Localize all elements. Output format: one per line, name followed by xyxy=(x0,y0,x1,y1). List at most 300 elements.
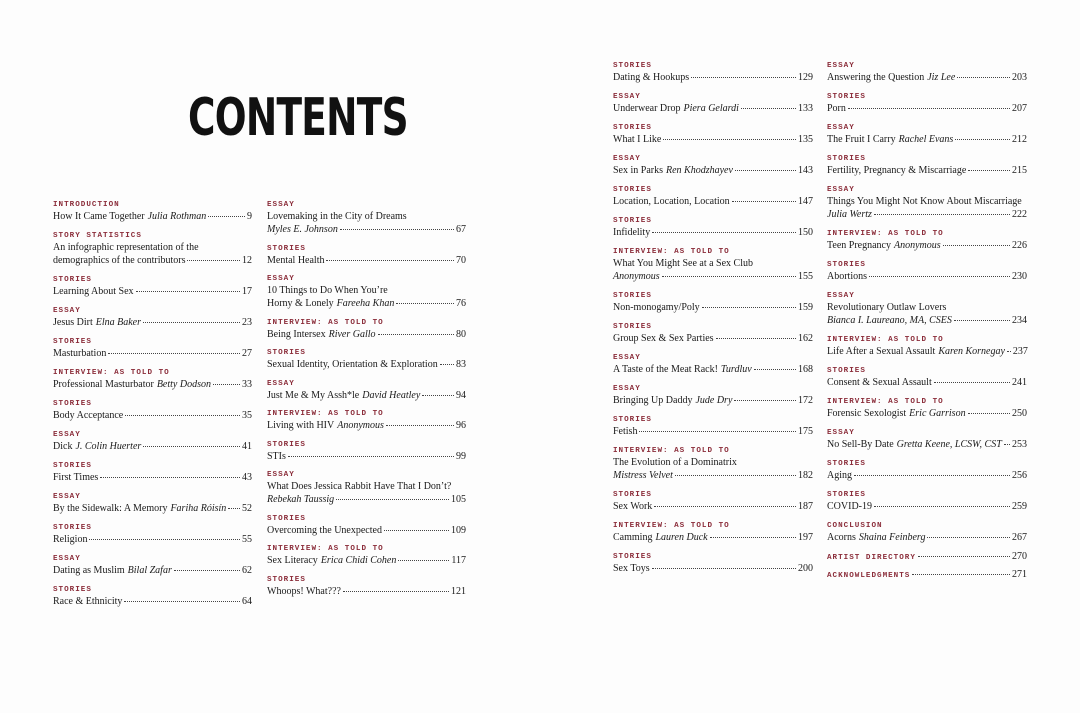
toc-entry xyxy=(267,514,466,537)
dot-leader xyxy=(652,568,796,569)
entry-title: Consent & Sexual Assault xyxy=(827,377,932,388)
entry-title: Fetish xyxy=(613,426,638,437)
dot-leader xyxy=(957,77,1010,78)
toc-entry-line xyxy=(827,438,1027,451)
toc-entry-line xyxy=(53,254,252,267)
page-number: 271 xyxy=(1012,569,1027,580)
toc-entry xyxy=(267,244,466,267)
category-label: STORIES xyxy=(613,217,652,225)
page-number: 212 xyxy=(1012,134,1027,145)
entry-title: First Times xyxy=(53,472,99,483)
page-number: 150 xyxy=(798,227,813,238)
toc-entry xyxy=(613,154,813,177)
category-label: STORIES xyxy=(613,323,652,331)
page-number: 234 xyxy=(1012,315,1027,326)
dot-leader xyxy=(741,108,796,109)
category-label: INTERVIEW: AS TOLD TO xyxy=(613,522,730,530)
toc-entry-line xyxy=(613,500,813,513)
page-number: 237 xyxy=(1012,346,1028,357)
dot-leader xyxy=(874,214,1010,215)
toc-entry-line xyxy=(613,195,813,208)
page-number: 155 xyxy=(798,271,813,282)
page-number: 203 xyxy=(1012,72,1027,83)
category-label: STORIES xyxy=(267,440,306,449)
dot-leader xyxy=(1007,351,1011,352)
toc-entry-line xyxy=(267,389,466,402)
category-label: STORIES xyxy=(613,62,652,70)
toc-entry-line xyxy=(53,378,252,391)
toc-entry xyxy=(827,570,1027,580)
entry-title: Race & Ethnicity xyxy=(53,596,123,607)
toc-entry xyxy=(53,200,252,223)
entry-title: Jesus Dirt xyxy=(53,317,93,328)
toc-entry-line xyxy=(53,502,252,515)
entry-title: Sex Toys xyxy=(613,563,650,574)
entry-title-line: What Does Jessica Rabbit Have That I Don’t? xyxy=(267,481,452,492)
category-label: STORIES xyxy=(827,367,866,375)
toc-entry-line xyxy=(613,270,813,283)
page-number: 117 xyxy=(451,555,466,566)
entry-title: Overcoming the Unexpected xyxy=(267,524,382,536)
dot-leader xyxy=(918,556,1010,557)
category-label: ESSAY xyxy=(613,93,641,101)
page-number: 67 xyxy=(456,224,466,235)
toc-entry-line xyxy=(827,407,1027,420)
dot-leader xyxy=(968,170,1010,171)
toc-entry-line xyxy=(827,208,1027,221)
dot-leader xyxy=(378,334,454,335)
toc-entry-line xyxy=(267,297,466,310)
dot-leader xyxy=(663,139,796,140)
toc-entry-line xyxy=(827,164,1027,177)
dot-leader xyxy=(89,539,240,540)
category-label: ESSAY xyxy=(267,379,295,388)
dot-leader xyxy=(326,260,454,261)
toc-entry xyxy=(53,585,252,608)
toc-entry-line xyxy=(827,270,1027,283)
dot-leader xyxy=(396,303,454,304)
toc-entry xyxy=(53,337,252,360)
page-number: 17 xyxy=(242,286,252,297)
entry-author: Myles E. Johnson xyxy=(267,224,338,235)
entry-author: Bilal Zafar xyxy=(127,565,172,576)
entry-author: J. Colin Huerter xyxy=(75,441,142,452)
dot-leader xyxy=(691,77,796,78)
toc-entry xyxy=(827,61,1027,84)
category-label: STORIES xyxy=(827,261,866,269)
toc-entry-line xyxy=(827,570,1027,580)
dot-leader xyxy=(440,364,454,365)
dot-leader xyxy=(710,537,796,538)
page-number: 27 xyxy=(242,348,252,359)
entry-title: Mental Health xyxy=(267,254,325,266)
toc-entry xyxy=(267,470,466,506)
category-label: STORIES xyxy=(613,186,652,194)
category-label: INTERVIEW: AS TOLD TO xyxy=(827,230,944,238)
toc-entry-line xyxy=(613,425,813,438)
entry-title: Professional Masturbator xyxy=(53,379,154,390)
dot-leader xyxy=(136,291,240,292)
toc-entry-line xyxy=(827,71,1027,84)
page-number: 105 xyxy=(451,494,466,505)
entry-author: Turdluv xyxy=(720,364,752,375)
entry-title: A Taste of the Meat Rack! xyxy=(613,364,718,375)
toc-entry-line xyxy=(613,531,813,544)
toc-entry-line xyxy=(827,531,1027,544)
dot-leader xyxy=(343,591,449,592)
entry-title: Life After a Sexual Assault xyxy=(827,346,936,357)
toc-entry xyxy=(267,544,466,567)
page-number: 41 xyxy=(242,441,252,452)
entry-title: How It Came Together xyxy=(53,211,145,222)
toc-entry xyxy=(267,348,466,371)
page-number: 33 xyxy=(242,379,252,390)
dot-leader xyxy=(927,537,1010,538)
category-label: ESSAY xyxy=(827,186,855,194)
toc-entry-line xyxy=(827,552,1027,562)
toc-entry xyxy=(613,216,813,239)
toc-entry xyxy=(613,490,813,513)
dot-leader xyxy=(735,170,796,171)
entry-title: Being Intersex xyxy=(267,328,326,340)
entry-title: Whoops! What??? xyxy=(267,585,341,597)
page-number: 9 xyxy=(247,211,252,222)
entry-title: Underwear Drop xyxy=(613,103,681,114)
toc-entry-line xyxy=(53,440,252,453)
entry-title: Forensic Sexologist xyxy=(827,408,907,419)
dot-leader xyxy=(125,415,240,416)
dot-leader xyxy=(954,320,1010,321)
category-label: INTRODUCTION xyxy=(53,201,120,209)
page-number: 172 xyxy=(798,395,813,406)
entry-title: Answering the Question xyxy=(827,72,925,83)
dot-leader xyxy=(228,508,240,509)
toc-entry xyxy=(827,260,1027,283)
toc-column-3 xyxy=(613,61,813,583)
page-number: 259 xyxy=(1012,501,1027,512)
toc-column-1 xyxy=(53,200,252,616)
toc-entry xyxy=(267,318,466,341)
category-label: STORY STATISTICS xyxy=(53,232,142,240)
toc-entry xyxy=(827,185,1027,221)
page-number: 207 xyxy=(1012,103,1027,114)
dot-leader xyxy=(652,232,796,233)
page-number: 200 xyxy=(798,563,813,574)
toc-entry xyxy=(53,399,252,422)
toc-entry xyxy=(53,523,252,546)
toc-entry-line xyxy=(267,419,466,432)
entry-title: Just Me & My Assh*le xyxy=(267,389,360,401)
entry-title: COVID-19 xyxy=(827,501,872,512)
category-label: INTERVIEW: AS TOLD TO xyxy=(827,398,944,406)
page-number: 80 xyxy=(456,328,466,340)
toc-entry xyxy=(827,123,1027,146)
toc-column-2 xyxy=(267,200,466,605)
dot-leader xyxy=(124,601,240,602)
page-number: 76 xyxy=(456,298,466,309)
toc-entry-line xyxy=(827,376,1027,389)
toc-entry xyxy=(53,231,252,267)
category-label: ESSAY xyxy=(613,155,641,163)
toc-entry-line xyxy=(267,524,466,537)
toc-entry xyxy=(613,446,813,482)
toc-entry xyxy=(267,274,466,310)
category-label: ESSAY xyxy=(53,555,81,563)
dot-leader xyxy=(874,506,1010,507)
page-number: 267 xyxy=(1012,532,1027,543)
category-label: INTERVIEW: AS TOLD TO xyxy=(267,545,384,553)
toc-entry-line xyxy=(613,332,813,345)
dot-leader xyxy=(213,384,240,385)
category-label: STORIES xyxy=(53,586,92,594)
dot-leader xyxy=(386,425,454,426)
toc-entry-line xyxy=(613,226,813,239)
category-label: STORIES xyxy=(53,276,92,284)
category-label: STORIES xyxy=(827,491,866,499)
dot-leader xyxy=(654,506,796,507)
page-number: 250 xyxy=(1012,408,1027,419)
category-label: ESSAY xyxy=(613,385,641,393)
toc-entry-line xyxy=(267,450,466,463)
page-title: CONTENTS xyxy=(188,88,408,148)
toc-entry xyxy=(267,440,466,463)
toc-entry xyxy=(613,415,813,438)
toc-entry-line xyxy=(827,314,1027,327)
entry-author: Anonymous xyxy=(337,420,384,431)
entry-author: Julia Wertz xyxy=(827,209,872,220)
page-number: 129 xyxy=(798,72,813,83)
dot-leader xyxy=(943,245,1010,246)
page-number: 12 xyxy=(242,255,252,266)
page-number: 133 xyxy=(798,103,813,114)
entry-title-line: An infographic representation of the xyxy=(53,242,199,253)
toc-entry xyxy=(613,185,813,208)
dot-leader xyxy=(336,499,449,500)
entry-author: Lauren Duck xyxy=(655,532,708,543)
page-number: 175 xyxy=(798,426,813,437)
category-label: ESSAY xyxy=(827,62,855,70)
page-number: 64 xyxy=(242,596,252,607)
category-label: ESSAY xyxy=(827,124,855,132)
entry-author: River Gallo xyxy=(328,328,376,340)
page-number: 222 xyxy=(1012,209,1027,220)
entry-title: Religion xyxy=(53,534,88,545)
dot-leader xyxy=(187,260,240,261)
entry-title: Group Sex & Sex Parties xyxy=(613,333,714,344)
toc-entry xyxy=(613,322,813,345)
toc-entry-line xyxy=(53,409,252,422)
category-label: STORIES xyxy=(53,338,92,346)
category-label: STORIES xyxy=(267,244,306,253)
entry-title: Non-monogamy/Poly xyxy=(613,302,700,313)
entry-title: Sex Work xyxy=(613,501,653,512)
toc-entry-line xyxy=(827,239,1027,252)
entry-title: Acorns xyxy=(827,532,856,543)
toc-entry-line xyxy=(827,345,1027,358)
category-label: INTERVIEW: AS TOLD TO xyxy=(827,336,944,344)
dot-leader xyxy=(174,570,240,571)
entry-author: Mistress Velvet xyxy=(613,470,673,481)
entry-author: Betty Dodson xyxy=(156,379,211,390)
toc-entry xyxy=(53,275,252,298)
entry-title-line: What You Might See at a Sex Club xyxy=(613,258,753,269)
entry-title-line: 10 Things to Do When You’re xyxy=(267,285,388,296)
toc-entry xyxy=(613,92,813,115)
toc-entry-line xyxy=(53,533,252,546)
toc-entry xyxy=(53,430,252,453)
toc-entry xyxy=(613,291,813,314)
page-number: 182 xyxy=(798,470,813,481)
toc-entry xyxy=(827,552,1027,562)
dot-leader xyxy=(208,216,245,217)
entry-author: Anonymous xyxy=(613,271,660,282)
entry-title: Abortions xyxy=(827,271,867,282)
entry-author: Fareeha Khan xyxy=(336,298,395,309)
entry-title: Fertility, Pregnancy & Miscarriage xyxy=(827,165,967,176)
dot-leader xyxy=(912,574,1010,575)
category-label: INTERVIEW: AS TOLD TO xyxy=(267,410,384,418)
entry-title: Horny & Lonely xyxy=(267,298,334,309)
toc-entry-line xyxy=(53,285,252,298)
category-label: STORIES xyxy=(827,93,866,101)
page-number: 256 xyxy=(1012,470,1027,481)
entry-author: Jiz Lee xyxy=(927,72,956,83)
category-label: STORIES xyxy=(613,553,652,561)
page-number: 23 xyxy=(242,317,252,328)
entry-author: Bianca I. Laureano, MA, CSES xyxy=(827,315,952,326)
toc-entry xyxy=(53,554,252,577)
category-label: STORIES xyxy=(613,416,652,424)
entry-author: Rachel Evans xyxy=(898,134,954,145)
category-label: STORIES xyxy=(53,400,92,408)
category-label: STORIES xyxy=(827,155,866,163)
entry-title: Sexual Identity, Orientation & Exploration xyxy=(267,359,438,370)
entry-author: Julia Rothman xyxy=(147,211,207,222)
toc-entry-line xyxy=(613,164,813,177)
toc-entry xyxy=(827,397,1027,420)
toc-entry xyxy=(827,459,1027,482)
entry-author: Karen Kornegay xyxy=(938,346,1005,357)
page-number: 52 xyxy=(242,503,252,514)
category-label: STORIES xyxy=(53,524,92,532)
page-number: 168 xyxy=(798,364,813,375)
toc-entry xyxy=(827,335,1027,358)
entry-title: Infidelity xyxy=(613,227,651,238)
entry-title: Learning About Sex xyxy=(53,286,134,297)
category-label: ESSAY xyxy=(53,431,81,439)
category-label: STORIES xyxy=(613,124,652,132)
dot-leader xyxy=(934,382,1010,383)
toc-entry-line xyxy=(53,316,252,329)
toc-entry-line xyxy=(613,363,813,376)
category-label: ESSAY xyxy=(267,275,295,283)
entry-author: Shaina Feinberg xyxy=(858,532,926,543)
dot-leader xyxy=(716,338,796,339)
page-number: 226 xyxy=(1012,240,1027,251)
page-number: 121 xyxy=(451,585,466,597)
toc-entry-line xyxy=(613,469,813,482)
category-label: INTERVIEW: AS TOLD TO xyxy=(613,447,730,455)
page-number: 109 xyxy=(451,524,466,536)
entry-title: Masturbation xyxy=(53,348,107,359)
category-label: ESSAY xyxy=(53,493,81,501)
dot-leader xyxy=(869,276,1010,277)
page-number: 230 xyxy=(1012,271,1027,282)
toc-entry xyxy=(827,521,1027,544)
category-label: STORIES xyxy=(267,349,306,357)
toc-entry-line xyxy=(267,554,466,567)
dot-leader xyxy=(398,560,449,561)
toc-entry xyxy=(613,552,813,575)
category-label: STORIES xyxy=(613,491,652,499)
entry-author: Fariha Róisín xyxy=(170,503,227,514)
entry-author: Eric Garrison xyxy=(909,408,966,419)
entry-title: Teen Pregnancy xyxy=(827,240,891,251)
entry-title-line: Revolutionary Outlaw Lovers xyxy=(827,302,947,313)
category-label: ESSAY xyxy=(613,354,641,362)
dot-leader xyxy=(384,530,449,531)
toc-entry-line xyxy=(267,254,466,267)
page-number: 70 xyxy=(456,254,466,266)
toc-entry xyxy=(827,490,1027,513)
page-number: 96 xyxy=(456,420,466,431)
toc-entry xyxy=(267,379,466,402)
entry-title: Dating & Hookups xyxy=(613,72,690,83)
page-number: 43 xyxy=(242,472,252,483)
toc-entry-line xyxy=(613,102,813,115)
dot-leader xyxy=(754,369,796,370)
toc-entry xyxy=(53,368,252,391)
page-number: 241 xyxy=(1012,377,1027,388)
toc-section-title: ACKNOWLEDGMENTS xyxy=(827,572,911,580)
entry-title: Bringing Up Daddy xyxy=(613,395,693,406)
toc-entry-line xyxy=(613,71,813,84)
toc-entry-line xyxy=(613,133,813,146)
toc-column-4 xyxy=(827,61,1027,588)
toc-entry xyxy=(267,200,466,236)
page-number: 99 xyxy=(456,450,466,462)
dot-leader xyxy=(732,201,796,202)
entry-title: Body Acceptance xyxy=(53,410,124,421)
toc-entry-line xyxy=(53,595,252,608)
dot-leader xyxy=(662,276,796,277)
toc-entry xyxy=(613,123,813,146)
page-number: 270 xyxy=(1012,551,1027,562)
entry-author: Elna Baker xyxy=(95,317,141,328)
category-label: INTERVIEW: AS TOLD TO xyxy=(53,369,170,377)
dot-leader xyxy=(848,108,1010,109)
entry-title: Sex in Parks xyxy=(613,165,663,176)
toc-entry-line xyxy=(827,469,1027,482)
toc-entry-line xyxy=(267,493,466,506)
entry-author: Gretta Keene, LCSW, CST xyxy=(896,439,1002,450)
category-label: STORIES xyxy=(827,460,866,468)
entry-title: The Fruit I Carry xyxy=(827,134,896,145)
toc-entry-line xyxy=(613,562,813,575)
toc-entry-line xyxy=(267,585,466,598)
dot-leader xyxy=(288,456,454,457)
category-label: ESSAY xyxy=(827,292,855,300)
dot-leader xyxy=(100,477,240,478)
category-label: ESSAY xyxy=(53,307,81,315)
category-label: ESSAY xyxy=(267,201,295,209)
entry-author: Piera Gelardi xyxy=(683,103,739,114)
page-number: 94 xyxy=(456,389,466,401)
page-number: 135 xyxy=(798,134,813,145)
page-number: 187 xyxy=(798,501,813,512)
toc-entry xyxy=(53,306,252,329)
page-number: 197 xyxy=(798,532,813,543)
